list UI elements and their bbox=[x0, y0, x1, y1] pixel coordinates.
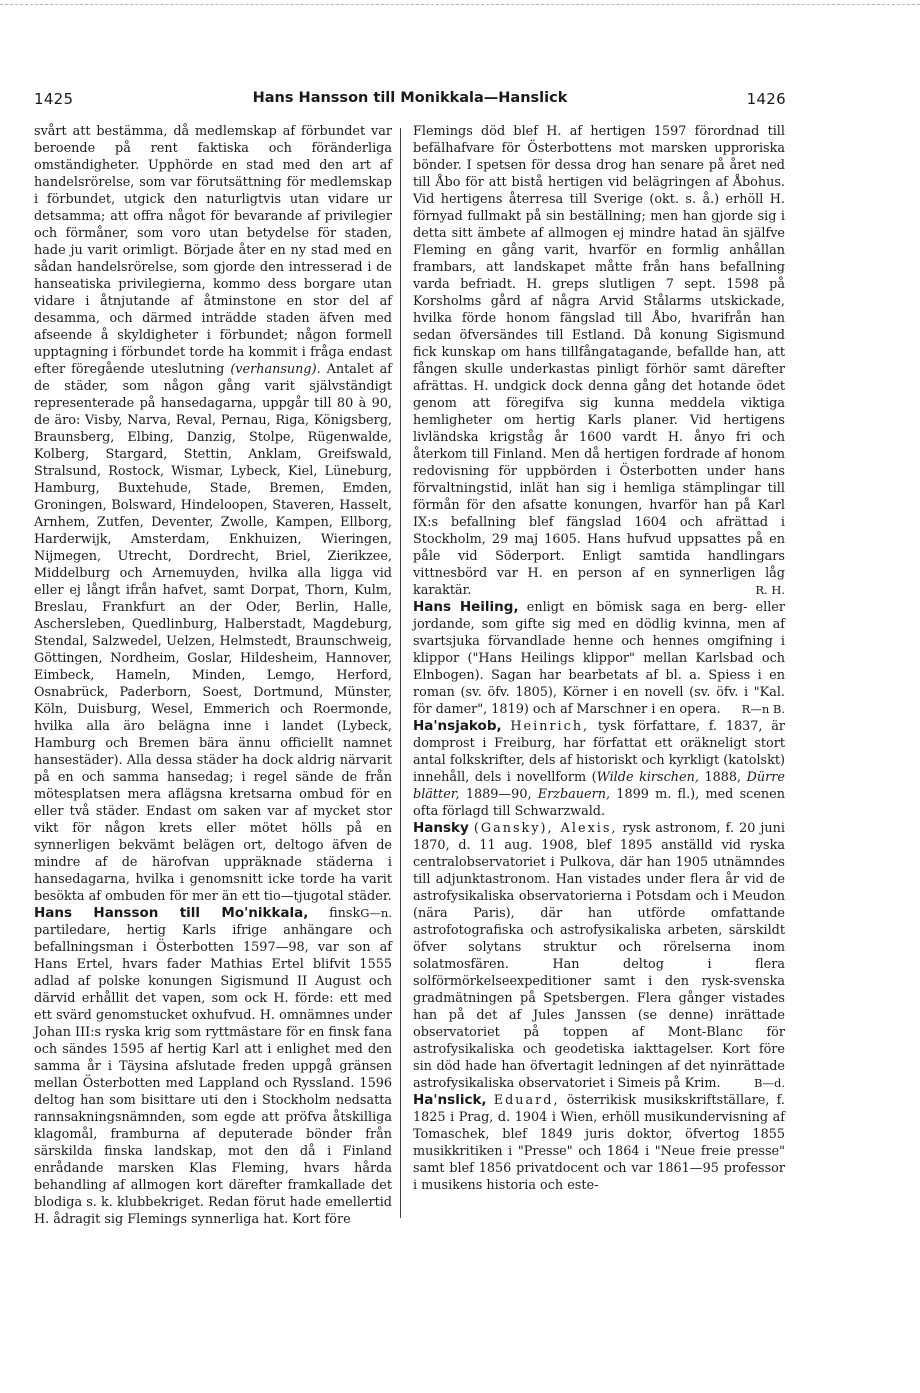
entry-hans-heiling bbox=[413, 599, 785, 718]
column-divider bbox=[400, 128, 401, 1218]
hansa-text-rest: Antalet af de städer, som någon gång varit självständigt representerade på hansedagarna, uppgår till 80 à 90, de äro: Visby, Narva, Reval, Pernau, Riga, Königsberg, Braunsberg, Elbing, Danzig, Stolpe, Rügenwalde, Kolberg, Stargard, Stettin, Anklam, Greifswald, Stralsund, Rostock, Wismar, Lybeck, Kiel, Lüneburg, Hamburg, Buxtehude, Stade, Bremen, Emden, Groningen, Bolsward, Hindeloopen, Staveren, Hasselt, Arnhem, Zutfen, Deventer, Zwolle, Kampen, Ellborg, Harderwijk, Amsterdam, Enkhuizen, Wieringen, Nijmegen, Utrecht, Dordrecht, Briel, Zierikzee, Middelburg och Arnemuyden, hvilka alla ligga vid eller ej långt ifrån hafvet, samt Dorpat, Thorn, Kulm, Breslau, Frankfurt an der Oder, Berlin, Halle, Aschersleben, Quedlinburg, Halberstadt, Magdeburg, Stendal, Salzwedel, Uelzen, Helmstedt, Braunschweig, Göttingen, Nordheim, Goslar, Hildesheim, Hannover, Eimbeck, Hameln, Minden, Lemgo, Herford, Osnabrück, Paderborn, Soest, Dortmund, Münster, Köln, Duisburg, Wesel, Emmerich och Roermonde, hvilka alla äro belägna inne i landet (Lybeck, Hamburg och Bremen bära ännu officiellt namnet hansestäder). Alla dessa städer ha dock aldrig närvarit på en och samma hansedag; i regel sände de från mötesplatsen mera aflägsna kretsarna ombud för en eller två städer. Endast om saken var af mycket stor vikt för någon krets eller mötet hölls på en synnerligen bekvämt belägen ort, deltogo äfven de mindre af de härofvan uppräknade städerna i hansedagarna, hvilka i genomsnitt icke torde ha varit besökta af ombuden för mer än ett tio—tjugotal städer. bbox=[34, 362, 392, 904]
headword-hansjakob: Ha'nsjakob, bbox=[413, 718, 502, 734]
entry-hansjakob bbox=[413, 718, 785, 820]
hansky-text: rysk astronom, f. 20 juni 1870, d. 11 aug. 1908, blef 1895 anställd vid ryska centralobservatoriet i Pulkova, där han 1905 utnämndes till adjunktastronom. Han vistades under flera år vid de astrofysikaliska observatorierna i Potsdam och i Meudon (nära Paris), där han utförde omfattande astrofotografiska och astrofysikaliska arbeten, särskildt öfver solytans struktur och rörelserna inom solatmosfären. Han deltog i flera solförmörkelseexpeditioner samt i den rysk-svenska gradmätningen på Spetsbergen. Flera gånger vistades han på det af Jules Janssen (se denne) inrättade observatoriet på toppen af Mont-Blanc för astrofysikaliska och geodetiska iakttagelser. Kort före sin död hade han öfvertagit ledningen af det nyinrättade astrofysikaliska observatoriet i Simeis på Krim. bbox=[413, 821, 785, 1091]
hans-hansson-signature: R. H. bbox=[755, 583, 785, 597]
right-page-number: 1426 bbox=[746, 90, 786, 108]
entry-hanslick bbox=[413, 1092, 785, 1194]
headword-hansky: Hansky bbox=[413, 820, 469, 836]
hansjakob-work-3: Erzbauern, bbox=[537, 787, 611, 802]
hansjakob-text-1: tysk författare, f. 1837, är domprost i Freiburg, har författat ett oräkneligt stort antal folkskrifter, dels af historiskt och kyrkligt (katolskt) innehåll, dels i novellform ( bbox=[413, 719, 785, 785]
hans-hansson-text: finsk partiledare, hertig Karls ifrige anhängare och befallningsman i Österbotten 1597—98, var son af Hans Ertel, hvars fader Mathias Ertel blifvit 1555 adlad af polske konungen Sigismund II August och därvid erhållit det vapen, som ock H. förde: ett med ett svärd genomstucket oxhufvud. H. omnämnes under Johan III:s ryska krig som ryttmästare för en finsk fana och sändes 1595 af hertig Karl att i enlighet med den samma år i Täysina afslutade freden uppgå gränsen mellan Österbotten med Lappland och Ryssland. 1596 deltog han som bisittare uti den i Stockholm nedsatta rannsakningsnämnden, som egde att pröfva åtskilliga klagomål, framburna af deputerade bönder från särskilda finska landskap, mot den då i Finland enrådande marsken Klas Fleming, hvars hårda behandling af allmogen kort därefter framkallade det blodiga s. k. klubbekriget. Redan förut hade emellertid H. ådragit sig Flemings synnerliga hat. Kort före bbox=[34, 906, 392, 1227]
hans-heiling-text: enligt en bömisk saga en berg- eller jordande, som gifte sig med en dödlig kvinna, men af svartsjuka förvandlade henne och hennes omgifning i klippor ("Hans Heilings klippor" mellan Karlsbad och Elnbogen). Sagan har bearbetats af bl. a. Spiess i en roman (sv. öfv. 1805), Körner i en novell (sv. öfv. i "Kal. för damer", 1819) och af Marschner i en opera. bbox=[413, 600, 785, 717]
hanslick-text: österrikisk musikskriftställare, f. 1825 i Prag, d. 1904 i Wien, erhöll musikundervisning af Tomaschek, blef 1849 juris doktor, öfvertog 1855 musikkritiken i "Presse" och 1864 i "Neue freie presse" samt blef 1856 privatdocent och var 1861—95 professor i musikens historia och este- bbox=[413, 1093, 785, 1193]
hansjakob-work-2: Dürre blätter, bbox=[413, 770, 785, 802]
entry-hans-hansson bbox=[34, 905, 392, 1228]
hansjakob-text-4: 1899 m. fl.), med scenen ofta förlagd till Schwarzwald. bbox=[413, 787, 785, 819]
right-column bbox=[413, 123, 785, 1194]
entry-hansky bbox=[413, 820, 785, 1092]
headword-hans-hansson: Hans Hansson till Mo'nikkala, bbox=[34, 905, 309, 921]
hansjakob-name: Heinrich, bbox=[510, 719, 590, 734]
hansky-signature: B—d. bbox=[754, 1076, 785, 1090]
hansky-name: (Gansky), Alexis, bbox=[473, 821, 618, 836]
hans-heiling-signature: R—n B. bbox=[741, 702, 785, 716]
left-column bbox=[34, 123, 392, 1228]
hansa-signature: G—n. bbox=[360, 906, 392, 920]
running-title: Hans Hansson till Monikkala—Hanslick bbox=[252, 90, 568, 106]
hanslick-name: Eduard, bbox=[493, 1093, 560, 1108]
left-page-number: 1425 bbox=[34, 90, 74, 108]
hansjakob-text-3: 1889—90, bbox=[465, 787, 532, 802]
headword-hans-heiling: Hans Heiling, bbox=[413, 599, 519, 615]
page-header bbox=[34, 90, 786, 112]
hansjakob-text-2: 1888, bbox=[704, 770, 742, 785]
top-edge-rule bbox=[0, 4, 920, 5]
entry-hans-hansson-continuation bbox=[413, 123, 785, 599]
hansa-text: svårt att bestämma, då medlemskap af förbundet var beroende på rent faktiska och föränderliga omständigheter. Upphörde en stad med den art af handelsrörelse, som var förutsättning för medlemskap i förbundet, utgick den naturligtvis utan vidare ur detsamma; att offra något för bevarande af privilegier och förmåner, som voro utan betydelse för staden, hade ju varit orimligt. Började åter en ny stad med en sådan handelsrörelse, som gjorde den intresserad i de hanseatiska privilegierna, kommo dess borgare utan vidare i åtnjutande af åtminstone en stor del af desamma, och därmed inträdde staden äfven med afseende å skyldigheter i förbundet; någon formell upptagning i förbundet torde ha kommit i fråga endast efter föregående uteslutning bbox=[34, 124, 392, 377]
hansa-italic-term: (verhansung). bbox=[230, 362, 321, 377]
hans-hansson-text-cont: Flemings död blef H. af hertigen 1597 förordnad till befälhafvare för Österbottens mot marsken upproriska bönder. I spetsen för dessa drog han senare på året ned till Åbo för att bistå hertigen vid belägringen af Åbohus. Vid hertigens återresa till Sverige (okt. s. å.) erhöll H. förnyad fullmakt på sin beställning; men han gjorde sig i detta sitt ämbete af allmogen ej mindre hatad än själfve Fleming en gång varit, hvarför en formlig anhållan frambars, att landskapet måtte från hans befallning varda befriadt. H. greps slutligen 7 sept. 1598 på Korsholms gård af några Arvid Stålarms utskickade, hvilka förde honom fängslad till Åbo, hvarifrån han sedan öfversändes till Estland. Då konung Sigismund fick kunskap om hans tillfångatagande, befallde han, att fången skulle underkastas pinligt förhör samt därefter afrättas. H. undgick dock denna gång det hotande ödet genom att föregifva sig kunna meddela viktiga hemligheter om hertig Karls planer. Vid hertigens livländska krigståg år 1600 vardt H. ånyo fri och återkom till Finland. Men då hertigen fordrade af honom redovisning för uppbörden i Österbotten under hans förvaltningstid, inlät han sig i hemliga stämplingar till förmån för den afsatte konungen, hvarför han på Karl IX:s befallning blef fängslad 1604 och afrättad i Stockholm, 29 maj 1605. Hans hufvud uppsattes på en påle vid Söderport. Enligt samtida handlingars vittnesbörd var H. en person af en synnerligen låg karaktär. bbox=[413, 124, 785, 598]
hansjakob-work-1: Wilde kirschen, bbox=[596, 770, 699, 785]
headword-hanslick: Ha'nslick, bbox=[413, 1092, 487, 1108]
